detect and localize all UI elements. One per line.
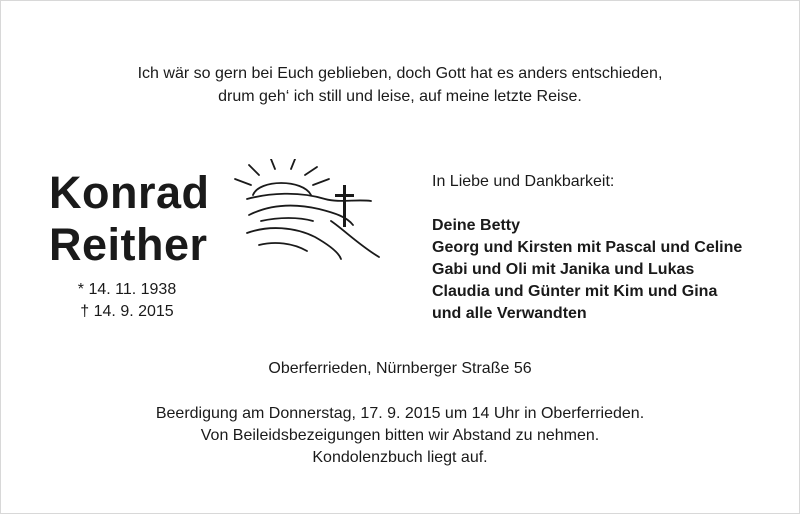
first-name: Konrad: [49, 167, 210, 218]
deceased-name: [49, 167, 210, 271]
funeral-notice-line-3: Kondolenzbuch liegt auf.: [312, 449, 488, 466]
mourner-name: Claudia und Günter mit Kim und Gina: [432, 283, 718, 300]
funeral-notice-line-1: Beerdigung am Donnerstag, 17. 9. 2015 um 14 Uhr in Oberferrieden.: [155, 405, 645, 422]
mourner-name: Gabi und Oli mit Janika und Lukas: [432, 261, 695, 278]
funeral-notice-line-2: Von Beileidsbezeigungen bitten wir Abstand zu nehmen.: [200, 427, 600, 444]
verse-line-1: Ich wär so gern bei Euch geblieben, doch Gott hat es anders entschieden,: [137, 65, 663, 82]
mourner-name: Georg und Kirsten mit Pascal und Celine: [432, 239, 743, 256]
last-name: Reither: [49, 219, 208, 270]
sunset-hills-cross-icon: [229, 159, 389, 274]
funeral-notice: [1, 403, 799, 469]
mourner-name: und alle Verwandten: [432, 305, 587, 322]
verse: [1, 62, 799, 108]
death-date: † 14. 9. 2015: [80, 303, 174, 320]
life-dates: [51, 279, 203, 323]
birth-date: * 14. 11. 1938: [77, 281, 177, 298]
mourner-name: Deine Betty: [432, 217, 521, 234]
mourners: [432, 171, 742, 325]
address: Oberferrieden, Nürnberger Straße 56: [268, 360, 532, 377]
mourners-list: [432, 215, 742, 325]
mourners-intro: In Liebe und Dankbarkeit:: [432, 173, 615, 190]
verse-line-2: drum geh‘ ich still und leise, auf meine letzte Reise.: [218, 88, 582, 105]
